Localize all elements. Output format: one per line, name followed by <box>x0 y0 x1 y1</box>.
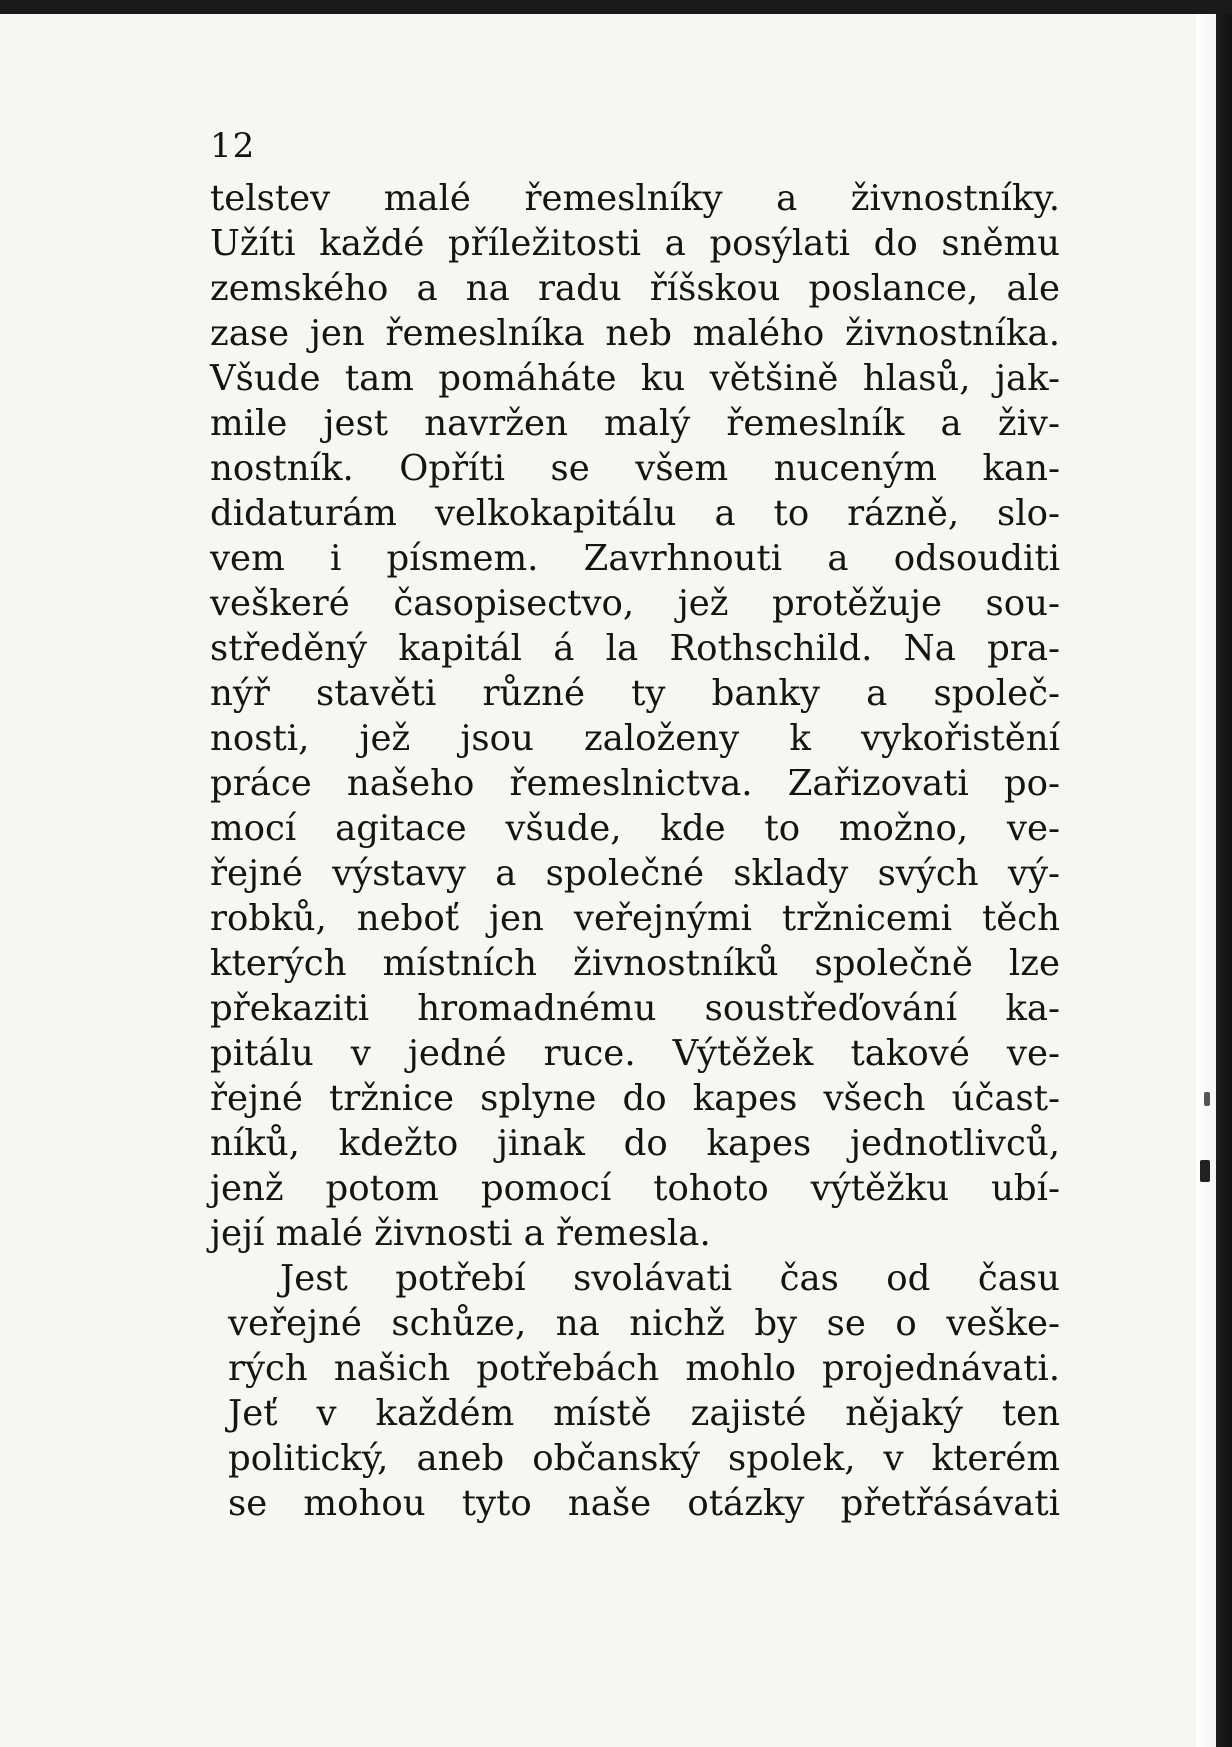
text-line: Užíti každé příležitosti a posýlati do sněmu <box>210 223 1060 264</box>
text-line: robků, neboť jen veřejnými tržnicemi těch <box>210 898 1060 939</box>
text-line: mile jest navržen malý řemeslník a živ- <box>210 403 1060 444</box>
text-line: zase jen řemeslníka neb malého živnostníka. <box>210 313 1060 354</box>
text-line: Jeť v každém místě zajisté nějaký ten <box>228 1393 1060 1434</box>
text-line: Všude tam pomáháte ku většině hlasů, jak- <box>210 358 1060 399</box>
text-line: její malé živnosti a řemesla. <box>210 1213 711 1254</box>
text-line: politický, aneb občanský spolek, v kterém <box>228 1438 1060 1479</box>
text-line: řejné výstavy a společné sklady svých vý- <box>210 853 1060 894</box>
text-line: veškeré časopisectvo, jež protěžuje sou- <box>210 583 1060 624</box>
page-number: 12 <box>210 126 256 166</box>
text-line: nosti, jež jsou založeny k vykořistění <box>210 718 1060 759</box>
text-line: didaturám velkokapitálu a to rázně, slo- <box>210 493 1060 534</box>
text-line: středěný kapitál á la Rothschild. Na pra- <box>210 628 1060 669</box>
text-line: práce našeho řemeslnictva. Zařizovati po- <box>210 763 1060 804</box>
text-line: veřejné schůze, na nichž by se o veške- <box>228 1303 1060 1344</box>
text-line: kterých místních živnostníků společně lze <box>210 943 1060 984</box>
book-page <box>0 14 1198 1747</box>
ink-speck <box>1204 1092 1210 1106</box>
scan-border <box>1196 14 1232 1747</box>
text-line: mocí agitace všude, kde to možno, ve- <box>210 808 1060 849</box>
text-line: se mohou tyto naše otázky přetřásávati <box>228 1483 1060 1524</box>
text-line: nýř stavěti různé ty banky a společ- <box>210 673 1060 714</box>
paragraph-start-line: Jest potřebí svolávati čas od času <box>280 1258 1060 1299</box>
text-line: rých našich potřebách mohlo projednávati. <box>228 1348 1060 1389</box>
body-text <box>210 176 1060 1526</box>
ink-speck <box>1200 1160 1210 1182</box>
text-line: řejné tržnice splyne do kapes všech účast- <box>210 1078 1060 1119</box>
text-line: telstev malé řemeslníky a živnostníky. <box>210 178 1060 219</box>
text-line: nostník. Opříti se všem nuceným kan- <box>210 448 1060 489</box>
text-line: vem i písmem. Zavrhnouti a odsouditi <box>210 538 1060 579</box>
text-line: překaziti hromadnému soustřeďování ka- <box>210 988 1060 1029</box>
text-line: níků, kdežto jinak do kapes jednotlivců, <box>210 1123 1060 1164</box>
text-line: zemského a na radu říšskou poslance, ale <box>210 268 1060 309</box>
text-line: pitálu v jedné ruce. Výtěžek takové ve- <box>210 1033 1060 1074</box>
text-line: jenž potom pomocí tohoto výtěžku ubí- <box>210 1168 1060 1209</box>
